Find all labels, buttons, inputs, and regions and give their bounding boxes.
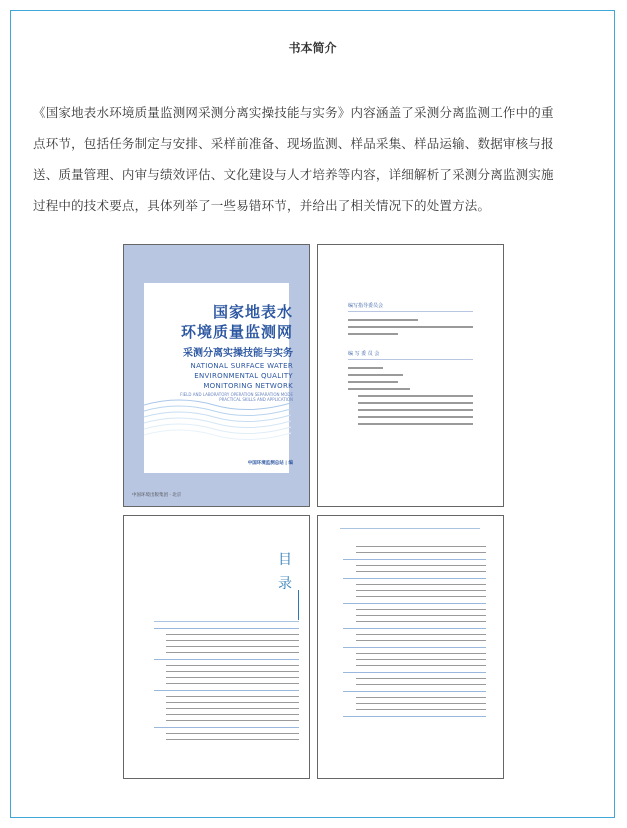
intro-line: 送、质量管理、内审与绩效评估、文化建设与人才培养等内容，详细解析了采测分离监测实施 <box>33 167 554 182</box>
toc-line <box>356 584 486 585</box>
committee-page-image <box>317 244 504 507</box>
section-heading: 书本简介 <box>288 41 337 55</box>
toc-line <box>343 578 486 579</box>
toc-line <box>356 552 486 553</box>
text-line <box>358 423 473 425</box>
toc-line <box>356 565 486 566</box>
committee-section-title: 编 写 委 员 会 <box>348 351 380 357</box>
committee-section-title: 编写指导委员会 <box>348 303 384 309</box>
toc-line <box>166 733 299 734</box>
toc-line <box>356 703 486 704</box>
text-line <box>358 409 473 411</box>
toc-line <box>166 665 299 666</box>
cover-title-line: 国家地表水 <box>212 303 293 321</box>
divider <box>340 528 480 529</box>
cover-side-band <box>124 283 144 473</box>
toc-line <box>343 647 486 648</box>
cover-english-small: FIELD AND LABORATORY OPERATION SEPARATION MODE <box>180 392 293 397</box>
intro-line: 过程中的技术要点，具体列举了一些易错环节，并给出了相关情况下的处置方法。 <box>33 198 491 213</box>
text-line <box>348 319 418 321</box>
toc-line <box>166 640 299 641</box>
toc-line <box>356 665 486 666</box>
toc-line <box>356 659 486 660</box>
toc-line <box>166 702 299 703</box>
cover-subtitle: 采测分离实操技能与实务 <box>183 348 293 359</box>
intro-line: 《国家地表水环境质量监测网采测分离实操技能与实务》内容涵盖了采测分离监测工作中的重 <box>33 105 554 120</box>
text-line <box>358 416 473 418</box>
cover-title-line: 环境质量监测网 <box>180 323 293 341</box>
toc-page-image <box>317 515 504 779</box>
divider <box>348 311 473 312</box>
toc-line <box>166 634 299 635</box>
text-line <box>348 367 383 369</box>
toc-line <box>356 609 486 610</box>
toc-line <box>166 739 299 740</box>
toc-line <box>154 628 299 629</box>
text-line <box>358 395 473 397</box>
toc-line <box>343 559 486 560</box>
toc-line <box>343 691 486 692</box>
toc-line <box>356 634 486 635</box>
content-frame <box>10 10 615 818</box>
book-cover-image <box>123 244 310 507</box>
text-line <box>348 326 473 328</box>
cover-english-title: NATIONAL SURFACE WATER <box>190 362 293 370</box>
toc-line <box>356 678 486 679</box>
toc-line <box>343 716 486 717</box>
toc-line <box>356 709 486 710</box>
toc-line <box>166 708 299 709</box>
toc-line <box>356 590 486 591</box>
cover-org: 中国环境监测总站 | 编 <box>247 461 293 466</box>
toc-line <box>356 621 486 622</box>
toc-line <box>166 671 299 672</box>
cover-top-band <box>124 245 310 283</box>
toc-title-char: 目 <box>278 552 292 568</box>
divider <box>154 621 299 622</box>
toc-page-image <box>123 515 310 779</box>
toc-line <box>343 672 486 673</box>
cover-english-small: PRACTICAL SKILLS AND APPLICATION <box>219 397 293 402</box>
cover-wave-graphic <box>144 395 291 455</box>
toc-line <box>356 697 486 698</box>
toc-line <box>356 596 486 597</box>
text-line <box>358 402 473 404</box>
text-line <box>348 333 398 335</box>
toc-line <box>343 603 486 604</box>
text-line <box>348 388 410 390</box>
toc-line <box>356 571 486 572</box>
toc-line <box>166 714 299 715</box>
toc-line <box>356 653 486 654</box>
toc-line <box>343 628 486 629</box>
toc-line <box>166 677 299 678</box>
intro-line: 点环节，包括任务制定与安排、采样前准备、现场监测、样品采集、样品运输、数据审核与报 <box>33 136 554 151</box>
toc-line <box>166 652 299 653</box>
toc-line <box>356 615 486 616</box>
text-line <box>348 381 398 383</box>
toc-line <box>356 546 486 547</box>
cover-bottom-band <box>124 473 310 507</box>
toc-line <box>166 683 299 684</box>
toc-line <box>356 640 486 641</box>
cover-english-title: ENVIRONMENTAL QUALITY <box>194 372 293 380</box>
cover-publisher: 中国环境出版集团 · 北京 <box>132 493 182 498</box>
toc-line <box>154 659 299 660</box>
intro-paragraph <box>33 97 593 221</box>
toc-line <box>166 646 299 647</box>
toc-line <box>356 684 486 685</box>
divider <box>298 590 299 620</box>
toc-line <box>166 720 299 721</box>
divider <box>348 359 473 360</box>
toc-line <box>166 696 299 697</box>
toc-line <box>154 690 299 691</box>
toc-title-char: 录 <box>278 576 292 592</box>
text-line <box>348 374 403 376</box>
cover-english-title: MONITORING NETWORK <box>203 382 293 390</box>
toc-line <box>154 727 299 728</box>
